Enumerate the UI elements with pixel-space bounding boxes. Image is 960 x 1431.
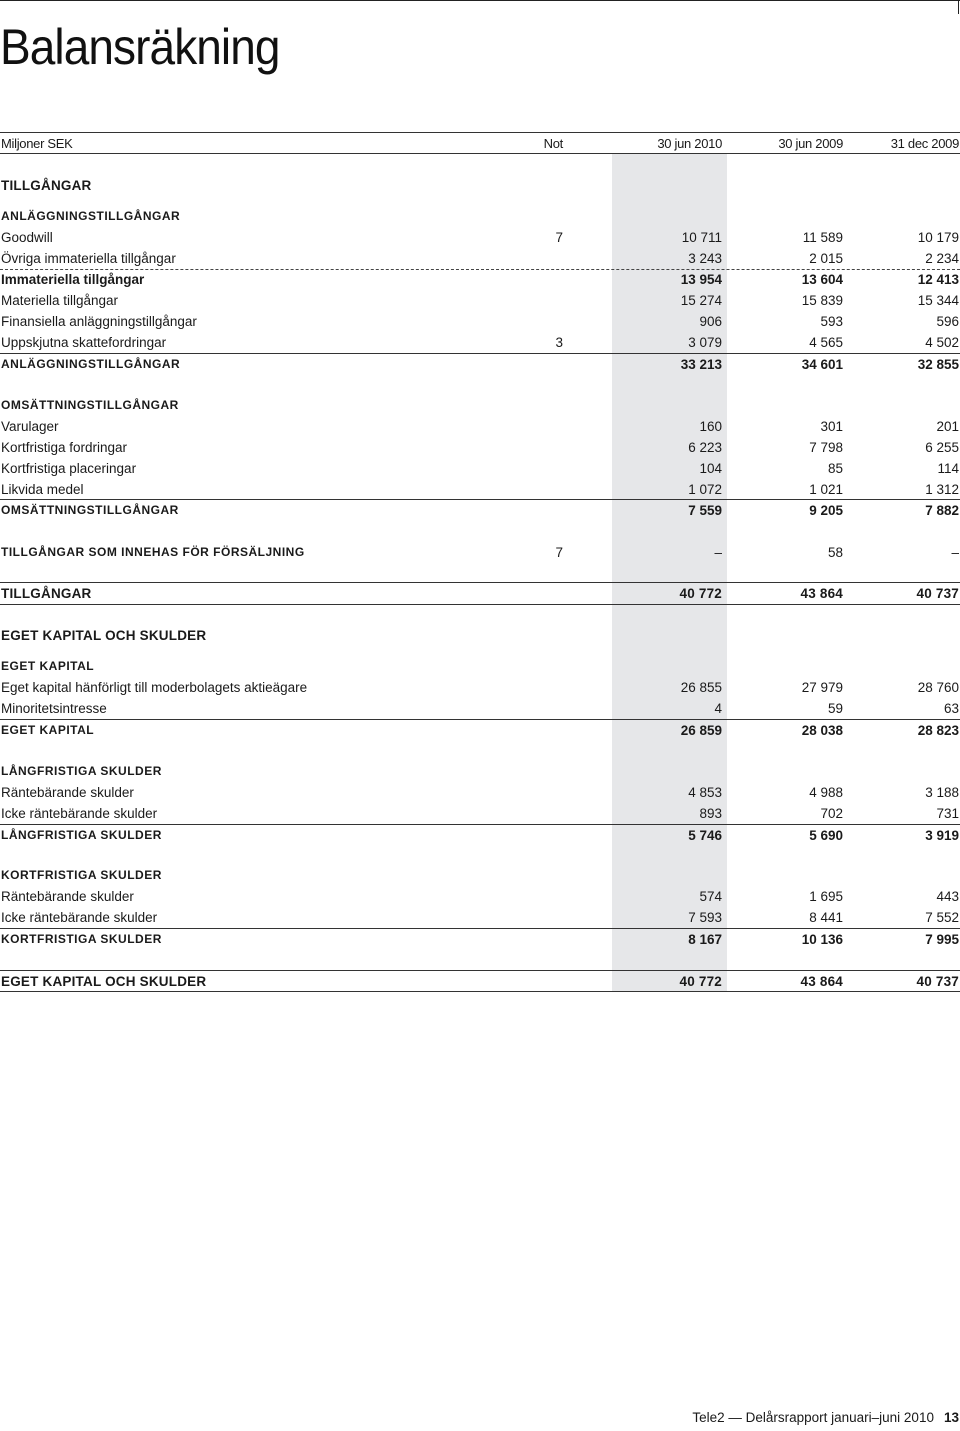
subsection-heading: LÅNGFRISTIGA SKULDER [1,764,162,778]
section-heading: EGET KAPITAL OCH SKULDER [1,628,207,643]
table-row: Goodwill 7 10 711 11 589 10 179 [1,230,959,245]
note-column-header: Not [543,136,563,151]
subsection-heading: OMSÄTTNINGSTILLGÅNGAR [1,398,179,412]
subtotal-row: Immateriella tillgångar 13 954 13 604 12 413 [1,272,959,287]
table-row: Materiella tillgångar 15 274 15 839 15 344 [1,293,959,308]
page-footer [0,1408,959,1428]
footer-text: Tele2 — Delårsrapport januari–juni 2010 [692,1410,934,1425]
top-rule-end [958,0,959,14]
table-row: Räntebärande skulder 574 1 695 443 [1,889,959,904]
table-row: Eget kapital hänförligt till moderbolagets aktieägare 26 855 27 979 28 760 [1,680,959,695]
table-row: Övriga immateriella tillgångar 3 243 2 015 2 234 [1,251,959,266]
grand-total-row: EGET KAPITAL OCH SKULDER 40 772 43 864 40 737 [1,974,959,989]
total-row: LÅNGFRISTIGA SKULDER 5 746 5 690 3 919 [1,828,959,843]
table-row: Likvida medel 1 072 1 021 1 312 [1,482,959,497]
col-header-30-jun-2009: 30 jun 2009 [778,136,843,151]
subsection-heading: ANLÄGGNINGSTILLGÅNGAR [1,209,181,223]
total-row: OMSÄTTNINGSTILLGÅNGAR 7 559 9 205 7 882 [1,503,959,518]
table-row: Räntebärande skulder 4 853 4 988 3 188 [1,785,959,800]
grand-total-bottom-rule [0,991,960,992]
table-row: Icke räntebärande skulder 893 702 731 [1,806,959,821]
subsection-heading: KORTFRISTIGA SKULDER [1,868,162,882]
table-row: Finansiella anläggningstillgångar 906 593 596 [1,314,959,329]
table-row: Varulager 160 301 201 [1,419,959,434]
grand-total-row: TILLGÅNGAR 40 772 43 864 40 737 [1,586,959,601]
total-row: EGET KAPITAL 26 859 28 038 28 823 [1,723,959,738]
unit-label: Miljoner SEK [1,136,73,151]
held-for-sale-row: TILLGÅNGAR SOM INNEHAS FÖR FÖRSÄLJNING 7 – 58 – [1,545,959,560]
page-title: Balansräkning [0,19,280,75]
subsection-heading: EGET KAPITAL [1,659,95,673]
table-row: Minoritetsintresse 4 59 63 [1,701,959,716]
page-number: 13 [943,1410,959,1425]
table-row: Kortfristiga placeringar 104 85 114 [1,461,959,476]
table-row: Kortfristiga fordringar 6 223 7 798 6 255 [1,440,959,455]
grand-total-bottom-rule [0,604,960,605]
header-bottom-rule [0,153,960,154]
col-header-30-jun-2010: 30 jun 2010 [657,136,722,151]
section-heading: TILLGÅNGAR [1,178,92,193]
total-row: ANLÄGGNINGSTILLGÅNGAR 33 213 34 601 32 855 [1,357,959,372]
table-row: Icke räntebärande skulder 7 593 8 441 7 552 [1,910,959,925]
total-row: KORTFRISTIGA SKULDER 8 167 10 136 7 995 [1,932,959,947]
table-header [0,133,960,154]
top-rule [0,0,960,1]
col-header-31-dec-2009: 31 dec 2009 [890,136,959,151]
table-row: Uppskjutna skattefordringar 3 3 079 4 565 4 502 [1,335,959,350]
